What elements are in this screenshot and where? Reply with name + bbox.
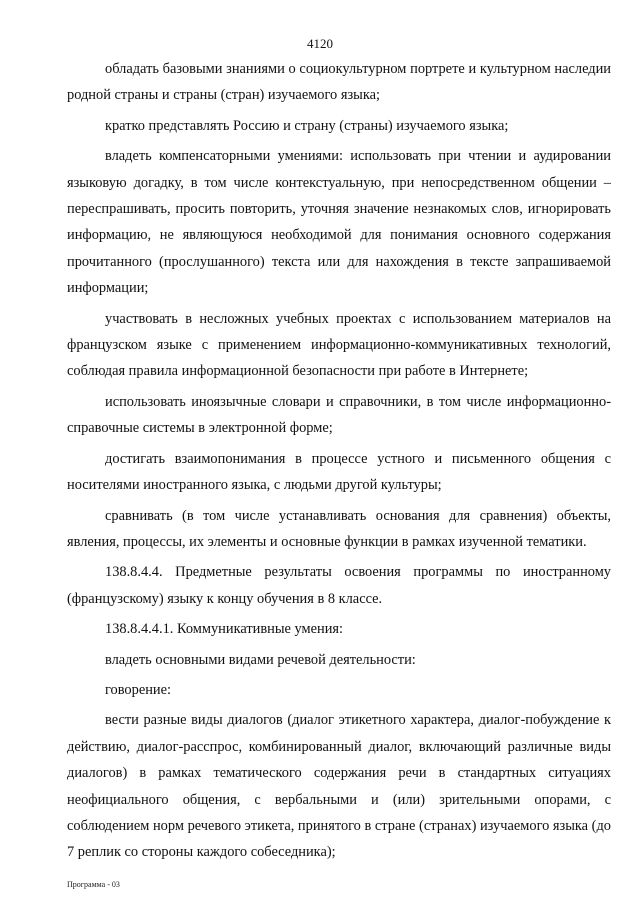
paragraph-compare: сравнивать (в том числе устанавливать основания для сравнения) объекты, явления, процессы, их элементы и основные функции в рамках изученной тематики. bbox=[67, 507, 611, 550]
paragraph-speaking: говорение: bbox=[105, 681, 172, 698]
page-number: 4120 bbox=[307, 36, 333, 51]
paragraph-speech-activity: владеть основными видами речевой деятельности: bbox=[105, 651, 416, 668]
paragraph-projects: участвовать в несложных учебных проектах с использованием материалов на французском языке с применением информационно-коммуникативных технологий, соблюдая правила информационной безопасности при работе в Интернете; bbox=[67, 310, 611, 380]
paragraph-subject-results: 138.8.4.4. Предметные результаты освоения программы по иностранному (французскому) языку к концу обучения в 8 классе. bbox=[67, 564, 611, 607]
paragraph-mutual-understanding: достигать взаимопонимания в процессе устного и письменного общения с носителями иностранного языка, с людьми другой культуры; bbox=[67, 450, 611, 494]
document-body bbox=[67, 56, 611, 866]
page-footer: Программа - 03 bbox=[67, 880, 120, 889]
paragraph-present-russia: кратко представлять Россию и страну (страны) изучаемого языка; bbox=[105, 117, 509, 134]
paragraph-sociocultural: обладать базовыми знаниями о социокультурном портрете и культурном наследии родной страны и страны (стран) изучаемого языка; bbox=[67, 61, 611, 104]
paragraph-communicative-skills: 138.8.4.4.1. Коммуникативные умения: bbox=[105, 621, 344, 638]
paragraph-dictionaries: использовать иноязычные словари и справочники, в том числе информационно-справочные системы в электронной форме; bbox=[67, 393, 611, 437]
paragraph-dialogues: вести разные виды диалогов (диалог этикетного характера, диалог-побуждение к действию, диалог-расспрос, комбинированный диалог, включающий различные виды диалогов) в рамках тематического содержания речи в стандартных ситуациях неофициального общения, с вербальными и (или) зрительными опорами, с соблюдением норм речевого этикета, принятого в стране (странах) изучаемого языка (до 7 реплик со стороны каждого собеседника); bbox=[67, 712, 611, 861]
paragraph-compensatory-skills: владеть компенсаторными умениями: использовать при чтении и аудировании языковую догадку, в том числе контекстуальную, при непосредственном общении – переспрашивать, просить повторить, уточняя значение незнакомых слов, игнорировать информацию, не являющуюся необходимой для понимания основного содержания прочитанного (прослушанного) текста или для нахождения в тексте запрашиваемой информации; bbox=[67, 148, 611, 297]
